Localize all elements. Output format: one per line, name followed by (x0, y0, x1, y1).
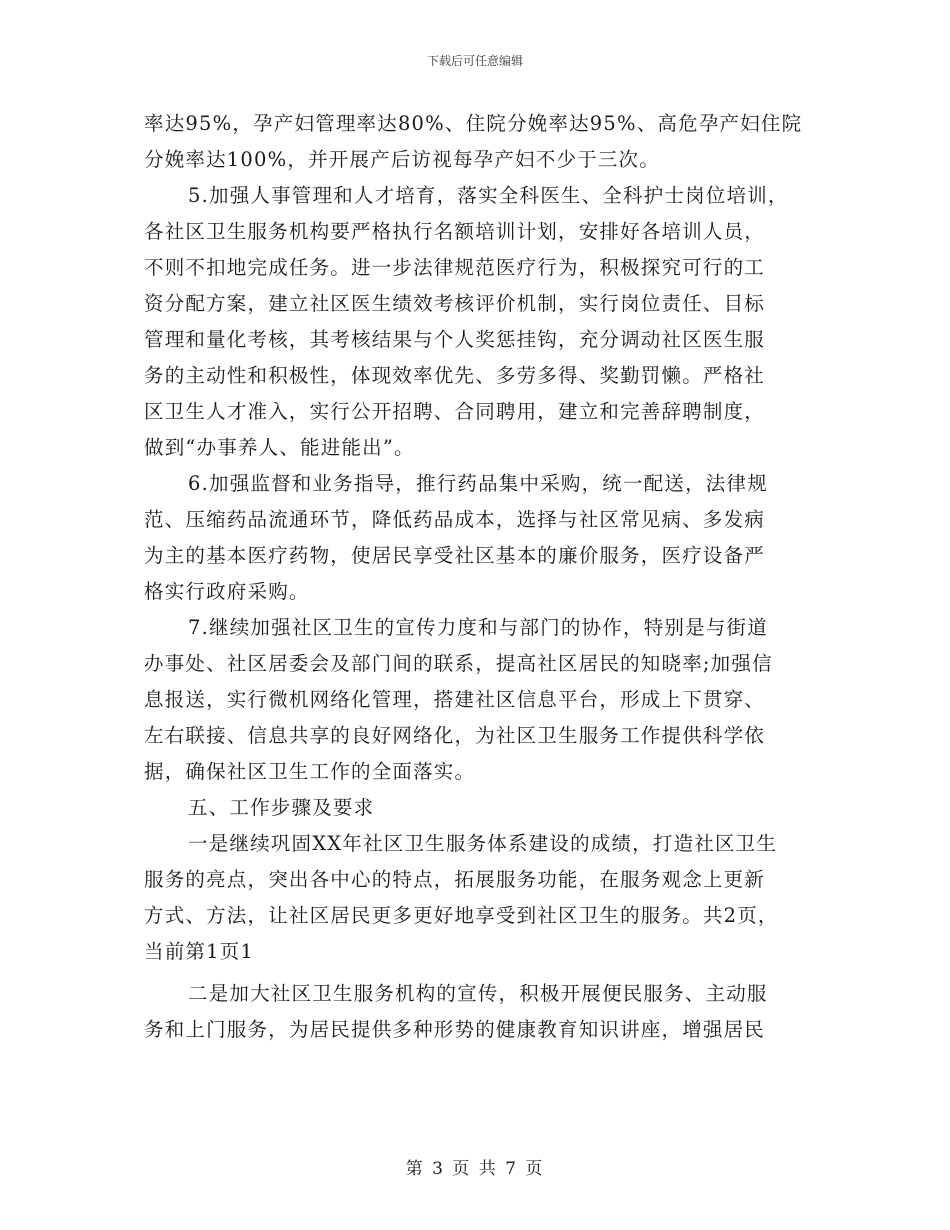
paragraph-item-6 (144, 466, 812, 610)
paragraph-continuation (144, 106, 812, 178)
text-line: 左右联接、信息共享的良好网络化，为社区卫生服务工作提供科学依 (144, 724, 766, 747)
text-line: 不则不扣地完成任务。进一步法律规范医疗行为，积极探究可行的工 (144, 256, 766, 279)
text-line: 管理和量化考核，其考核结果与个人奖惩挂钩，充分调动社区医生服 (144, 328, 766, 351)
text-line: 务和上门服务，为居民提供多种形势的健康教育知识讲座，增强居民 (144, 1018, 766, 1041)
text-line: 息报送，实行微机网络化管理，搭建社区信息平台，形成上下贯穿、 (144, 688, 766, 711)
text-line: 一是继续巩固XX年社区卫生服务体系建设的成绩，打造社区卫生 (188, 832, 778, 855)
text-line: 区卫生人才准入，实行公开招聘、合同聘用，建立和完善辞聘制度， (144, 400, 766, 423)
paragraph-item-7 (144, 610, 812, 790)
text-line: 二是加大社区卫生服务机构的宣传，积极开展便民服务、主动服 (188, 982, 768, 1005)
text-line: 资分配方案，建立社区医生绩效考核评价机制，实行岗位责任、目标 (144, 292, 766, 315)
text-line: 当前第1页1 (144, 940, 255, 963)
text-line: 务的主动性和积极性，体现效率优先、多劳多得、奖勤罚懒。严格社 (144, 364, 766, 387)
text-line: 方式、方法，让社区居民更多更好地享受到社区卫生的服务。共2页， (144, 904, 779, 927)
text-line: 据，确保社区卫生工作的全面落实。 (144, 760, 476, 783)
section-heading-text: 五、工作步骤及要求 (188, 796, 375, 819)
text-line: 服务的亮点，突出各中心的特点，拓展服务功能，在服务观念上更新 (144, 868, 766, 891)
text-line: 格实行政府采购。 (144, 580, 310, 603)
paragraph-step-1 (144, 826, 812, 970)
text-line: 率达95%，孕产妇管理率达80%、住院分娩率达95%、高危孕产妇住院 (144, 112, 803, 135)
paragraph-step-2 (144, 976, 812, 1048)
paragraph-item-5 (144, 178, 812, 466)
page-header: 下载后可任意编辑 (426, 54, 523, 68)
text-line: 7.继续加强社区卫生的宣传力度和与部门的协作，特别是与街道 (188, 616, 768, 639)
section-heading (144, 790, 812, 826)
page-footer: 第 3 页 共 7 页 (405, 1159, 545, 1179)
text-line: 各社区卫生服务机构要严格执行名额培训计划，安排好各培训人员， (144, 220, 766, 243)
text-line: 范、压缩药品流通环节，降低药品成本，选择与社区常见病、多发病 (144, 508, 766, 531)
text-line: 6.加强监督和业务指导，推行药品集中采购，统一配送，法律规 (188, 472, 768, 495)
text-line: 做到“办事养人、能进能出”。 (144, 436, 415, 459)
document-body (144, 106, 812, 1048)
text-line: 分娩率达100%，并开展产后访视每孕产妇不少于三次。 (144, 148, 660, 171)
text-line: 为主的基本医疗药物，使居民享受社区基本的廉价服务，医疗设备严 (144, 544, 766, 567)
text-line: 5.加强人事管理和人才培育，落实全科医生、全科护士岗位培训， (188, 184, 789, 207)
text-line: 办事处、社区居委会及部门间的联系，提高社区居民的知晓率;加强信 (144, 652, 773, 675)
